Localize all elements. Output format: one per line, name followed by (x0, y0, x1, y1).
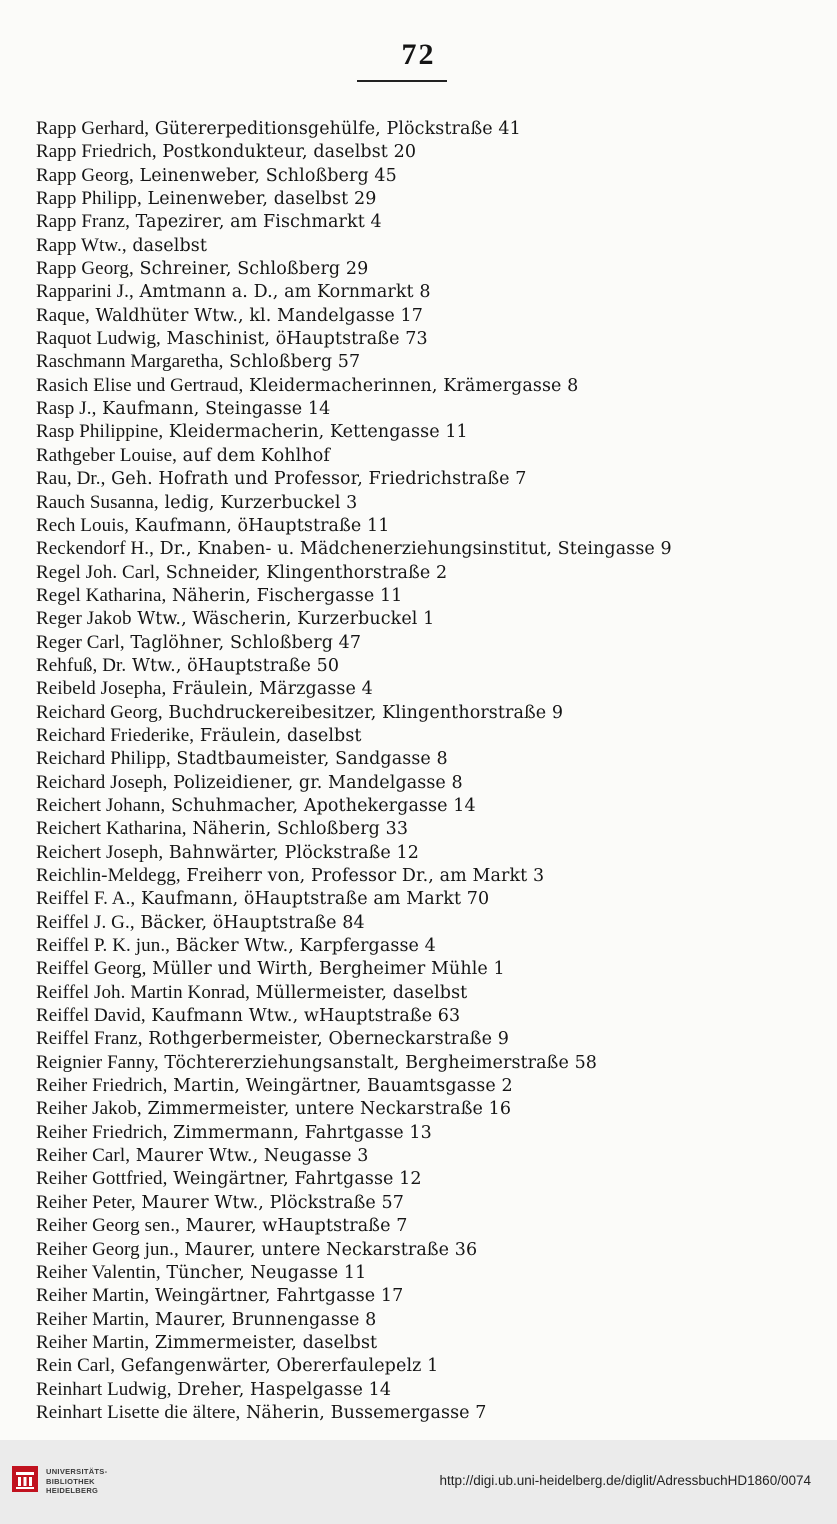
entry-details: Rothgerbermeister, Oberneckarstraße 9 (142, 1029, 509, 1050)
entry-details: Tapezirer, am Fischmarkt 4 (129, 212, 382, 233)
directory-entry (36, 1401, 826, 1424)
directory-entry (36, 864, 826, 887)
entry-name: Rech Louis, (36, 514, 129, 536)
entry-name: Reiher Carl, (36, 1145, 131, 1167)
entry-name: Reiher Gottfried, (36, 1168, 168, 1190)
directory-entry (36, 234, 826, 257)
entry-details: Leinenweber, Schloßberg 45 (133, 165, 397, 186)
entry-details: Fräulein, daselbst (194, 725, 362, 746)
directory-entry (36, 677, 826, 700)
entry-name: Rapp Friedrich, (36, 141, 157, 163)
directory-entry (36, 1144, 826, 1167)
entry-name: Rasp Philippine, (36, 421, 164, 443)
entry-name: Reichard Georg, (36, 701, 163, 723)
entry-name: Regel Joh. Carl, (36, 561, 161, 583)
entry-name: Reinhart Ludwig, (36, 1378, 172, 1400)
entry-name: Raque, (36, 304, 90, 326)
entry-details: Weingärtner, Fahrtgasse 17 (149, 1286, 404, 1307)
directory-entry (36, 117, 826, 140)
entry-details: Müllermeister, daselbst (249, 982, 468, 1003)
entry-name: Reichert Joseph, (36, 841, 164, 863)
entry-name: Rapparini J., (36, 281, 134, 303)
institution-line-2: BIBLIOTHEK (46, 1476, 95, 1486)
directory-entry (36, 1167, 826, 1190)
entry-name: Rau, Dr., (36, 468, 106, 490)
directory-entry (36, 1121, 826, 1144)
directory-entry (36, 350, 826, 373)
directory-entry (36, 1027, 826, 1050)
entry-details: Wtw., Wäscherin, Kurzerbuckel 1 (131, 609, 435, 630)
entry-name: Reichert Johann, (36, 794, 166, 816)
directory-entry (36, 841, 826, 864)
entry-name: Rathgeber Louise, (36, 444, 177, 466)
entry-name: Reichard Friederike, (36, 724, 195, 746)
page-number: 72 (401, 38, 436, 71)
university-library-logo-icon[interactable] (12, 1466, 38, 1492)
entry-details: Freiherr von, Professor Dr., am Markt 3 (180, 866, 545, 886)
directory-entry (36, 210, 826, 233)
entry-details: Gütererpeditionsgehülfe, Plöckstraße 41 (149, 119, 521, 139)
directory-entry (36, 140, 826, 163)
entry-details: Bahnwärter, Plöckstraße 12 (163, 842, 420, 863)
directory-entry (36, 817, 826, 840)
entry-name: Reinhart Lisette die ältere, (36, 1401, 241, 1423)
directory-entry (36, 887, 826, 910)
directory-entry (36, 1214, 826, 1237)
directory-entry (36, 561, 826, 584)
entry-details: Tüncher, Neugasse 11 (160, 1262, 367, 1283)
entry-name: Rein Carl, (36, 1355, 116, 1377)
entry-details: Kaufmann, Steingasse 14 (96, 399, 331, 420)
directory-entry (36, 1354, 826, 1377)
entry-details: Kaufmann Wtw., wHauptstraße 63 (145, 1006, 461, 1027)
entry-details: Buchdruckereibesitzer, Klingenthorstraße 9 (162, 702, 564, 723)
entry-name: Rasich Elise und Gertraud, (36, 374, 244, 396)
directory-entry (36, 537, 826, 560)
entry-details: Näherin, Schloßberg 33 (186, 819, 409, 840)
directory-entry (36, 1308, 826, 1331)
institution-name[interactable] (46, 1467, 107, 1496)
entry-name: Rapp Philipp, (36, 188, 142, 210)
entry-details: Kaufmann, öHauptstraße 11 (128, 515, 390, 536)
directory-entries (36, 117, 826, 1424)
entry-details: Stadtbaumeister, Sandgasse 8 (170, 749, 448, 770)
directory-entry (36, 654, 826, 677)
entry-details: Näherin, Bussemergasse 7 (240, 1402, 487, 1423)
entry-name: Reiher Friedrich, (36, 1075, 168, 1097)
entry-details: Zimmermeister, untere Neckarstraße 16 (141, 1099, 512, 1120)
entry-name: Reiffel F. A., (36, 888, 136, 910)
entry-name: Reiher Peter, (36, 1191, 136, 1213)
entry-details: Dr., Knaben- u. Mädchenerziehungsinstitut, Steingasse 9 (154, 539, 672, 560)
entry-details: Kleidermacherinnen, Krämergasse 8 (243, 375, 579, 396)
entry-details: Geh. Hofrath und Professor, Friedrichstraße 7 (105, 469, 527, 490)
entry-details: Müller und Wirth, Bergheimer Mühle 1 (146, 959, 505, 980)
entry-details: ledig, Kurzerbuckel 3 (158, 492, 358, 513)
entry-details: Fräulein, Märzgasse 4 (166, 679, 373, 700)
entry-name: Reger Carl, (36, 631, 125, 653)
directory-entry (36, 631, 826, 654)
entry-details: Bäcker, öHauptstraße 84 (134, 912, 365, 933)
entry-name: Reiffel Franz, (36, 1028, 143, 1050)
entry-name: Reichard Philipp, (36, 748, 171, 770)
entry-name: Reibeld Josepha, (36, 678, 167, 700)
directory-entry (36, 444, 826, 467)
directory-entry (36, 1074, 826, 1097)
entry-details: Postkondukteur, daselbst 20 (156, 142, 417, 163)
entry-details: Polizeidiener, gr. Mandelgasse 8 (167, 772, 463, 793)
entry-name: Rapp Georg, (36, 164, 134, 186)
entry-name: Reiher Martin, (36, 1331, 150, 1353)
directory-entry (36, 584, 826, 607)
entry-details: Maurer, untere Neckarstraße 36 (178, 1239, 478, 1260)
entry-details: Weingärtner, Fahrtgasse 12 (167, 1169, 422, 1190)
directory-entry (36, 374, 826, 397)
entry-name: Reiher Martin, (36, 1308, 150, 1330)
directory-entry (36, 187, 826, 210)
directory-entry (36, 1238, 826, 1261)
directory-entry (36, 1261, 826, 1284)
entry-details: Zimmermann, Fahrtgasse 13 (167, 1122, 432, 1143)
entry-details: Bäcker Wtw., Karpfergasse 4 (170, 936, 436, 957)
entry-name: Reiher Friedrich, (36, 1121, 168, 1143)
directory-entry (36, 420, 826, 443)
entry-name: Reckendorf H., (36, 538, 154, 560)
directory-entry (36, 397, 826, 420)
entry-details: Dreher, Haspelgasse 14 (171, 1379, 392, 1400)
directory-entry (36, 491, 826, 514)
entry-name: Rasp J., (36, 398, 97, 420)
entry-name: Reiher Georg sen., (36, 1215, 180, 1237)
entry-name: Raschmann Margaretha, (36, 351, 224, 373)
entry-details: daselbst (126, 235, 207, 256)
directory-entry (36, 607, 826, 630)
entry-details: Schneider, Klingenthorstraße 2 (160, 562, 448, 583)
entry-details: Maurer Wtw., Neugasse 3 (130, 1146, 369, 1167)
entry-details: Taglöhner, Schloßberg 47 (124, 632, 362, 653)
entry-details: Näherin, Fischergasse 11 (166, 585, 403, 606)
directory-entry (36, 981, 826, 1004)
entry-name: Reiher Georg jun., (36, 1238, 179, 1260)
directory-entry (36, 280, 826, 303)
directory-entry (36, 257, 826, 280)
entry-details: Kleidermacherin, Kettengasse 11 (163, 422, 468, 443)
entry-details: Töchtererziehungsanstalt, Bergheimerstraße 58 (158, 1052, 598, 1073)
entry-name: Rapp Gerhard, (36, 118, 150, 139)
entry-name: Rauch Susanna, (36, 491, 159, 513)
entry-details: Waldhüter Wtw., kl. Mandelgasse 17 (89, 305, 424, 326)
entry-name: Reichert Katharina, (36, 818, 187, 840)
entry-name: Reiffel David, (36, 1005, 146, 1027)
entry-details: Leinenweber, daselbst 29 (141, 189, 377, 210)
entry-name: Reiffel P. K. jun., (36, 935, 171, 957)
directory-entry (36, 957, 826, 980)
entry-name: Rapp Georg, (36, 258, 134, 280)
directory-entry (36, 794, 826, 817)
directory-entry (36, 724, 826, 747)
entry-name: Reiher Martin, (36, 1285, 150, 1307)
entry-details: Martin, Weingärtner, Bauamtsgasse 2 (167, 1076, 513, 1097)
entry-name: Reichard Joseph, (36, 771, 168, 793)
directory-entry (36, 1284, 826, 1307)
directory-entry (36, 514, 826, 537)
directory-entry (36, 327, 826, 350)
entry-name: Rapp Wtw., (36, 234, 127, 256)
entry-details: Maurer Wtw., Plöckstraße 57 (135, 1192, 404, 1213)
entry-details: Wtw., öHauptstraße 50 (126, 655, 340, 676)
directory-entry (36, 934, 826, 957)
institution-line-3: HEIDELBERG (46, 1486, 99, 1495)
directory-entry (36, 1004, 826, 1027)
entry-details: Maschinist, öHauptstraße 73 (160, 329, 428, 350)
entry-details: Kaufmann, öHauptstraße am Markt 70 (135, 889, 490, 910)
entry-details: Amtmann a. D., am Kornmarkt 8 (133, 282, 431, 303)
entry-name: Regel Katharina, (36, 584, 167, 606)
directory-entry (36, 1051, 826, 1074)
entry-details: Zimmermeister, daselbst (149, 1332, 378, 1353)
entry-details: Gefangenwärter, Obererfaulepelz 1 (115, 1356, 439, 1377)
source-url[interactable]: http://digi.ub.uni-heidelberg.de/diglit/AdressbuchHD1860/0074 (439, 1473, 811, 1488)
directory-entry (36, 747, 826, 770)
directory-entry (36, 1191, 826, 1214)
entry-name: Reichlin-Meldegg, (36, 865, 181, 886)
entry-name: Reiher Jakob, (36, 1098, 142, 1120)
directory-entry (36, 911, 826, 934)
header-rule (357, 80, 447, 82)
entry-name: Rapp Franz, (36, 211, 130, 233)
directory-entry (36, 467, 826, 490)
entry-details: Maurer, wHauptstraße 7 (179, 1216, 408, 1237)
entry-name: Reger Jakob (36, 608, 132, 630)
entry-details: Schloßberg 57 (223, 352, 361, 373)
institution-line-1: UNIVERSITÄTS- (46, 1467, 108, 1476)
entry-details: auf dem Kohlhof (177, 445, 330, 466)
entry-details: Schuhmacher, Apothekergasse 14 (165, 795, 476, 816)
entry-name: Reiher Valentin, (36, 1261, 161, 1283)
entry-name: Reiffel Georg, (36, 958, 147, 980)
entry-details: Schreiner, Schloßberg 29 (133, 259, 369, 280)
directory-entry (36, 1331, 826, 1354)
directory-entry (36, 164, 826, 187)
entry-details: Maurer, Brunnengasse 8 (149, 1309, 377, 1330)
entry-name: Rehfuß, Dr. (36, 654, 127, 676)
entry-name: Reiffel Joh. Martin Konrad, (36, 981, 250, 1003)
directory-entry (36, 771, 826, 794)
directory-entry (36, 1097, 826, 1120)
entry-name: Raquot Ludwig, (36, 328, 161, 350)
entry-name: Reignier Fanny, (36, 1051, 159, 1073)
entry-name: Reiffel J. G., (36, 911, 135, 933)
directory-entry (36, 701, 826, 724)
directory-entry (36, 304, 826, 327)
directory-entry (36, 1378, 826, 1401)
